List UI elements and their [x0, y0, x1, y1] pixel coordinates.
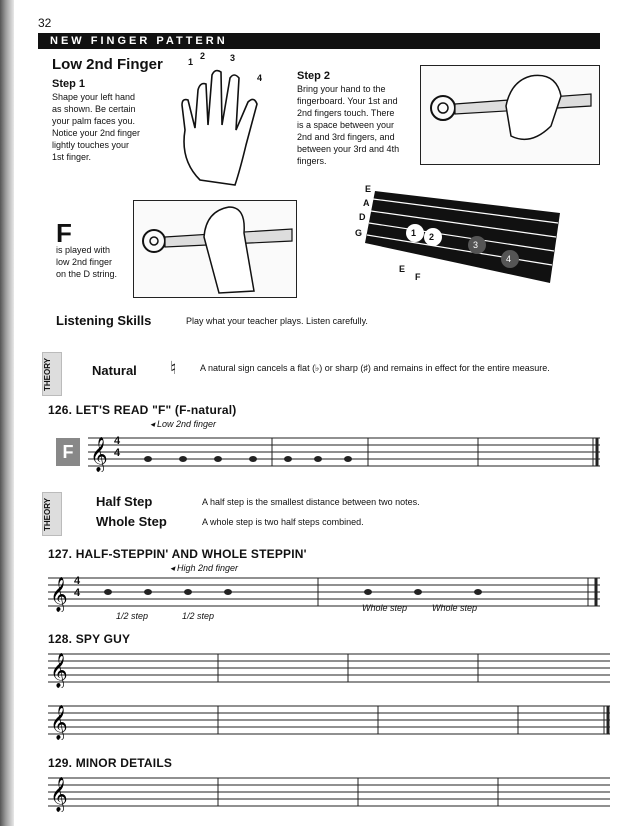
natural-sign: ♮ [170, 358, 177, 378]
violin-neck-illustration-step2 [420, 65, 600, 165]
half-step-text: A half step is the smallest distance between two notes. [202, 497, 420, 507]
staff-128-line1 [48, 648, 610, 688]
whole-step-label-2: Whole step [432, 603, 478, 613]
song-126-title: 126. LET'S READ "F" (F-natural) [48, 403, 237, 417]
step1-title: Step 1 [52, 78, 86, 90]
violin-scroll-icon [421, 66, 599, 164]
f-note-text: is played with low 2nd finger on the D string. [56, 245, 118, 279]
step2-title: Step 2 [297, 70, 331, 82]
listening-skills-text: Play what your teacher plays. Listen carefully. [186, 316, 368, 326]
listening-skills-title: Listening Skills [56, 313, 152, 328]
song-129-title: 129. MINOR DETAILS [48, 756, 173, 770]
svg-text:𝄞: 𝄞 [50, 653, 68, 688]
violin-neck-illustration-f [133, 200, 297, 298]
staff-127 [48, 572, 600, 612]
section-banner: NEW FINGER PATTERN [38, 33, 600, 49]
whole-step-label-1: Whole step [362, 603, 408, 613]
half-step-title: Half Step [96, 494, 153, 509]
theory-tab: THEORY [42, 352, 62, 396]
high-2nd-finger-annotation: ◂ High 2nd finger [170, 563, 239, 573]
low-2nd-finger-title: Low 2nd Finger [52, 56, 163, 73]
step2-text: Bring your hand to the fingerboard. Your 1st and 2nd fingers touch. There is a space between your 2nd and 3rd fingers, and between your 3rd and 4th fingers. [297, 84, 400, 166]
step1-text: Shape your left hand as shown. Be certain your palm faces you. Notice your 2nd finger lightly touches your 1st finger. [52, 92, 141, 162]
staff-128-line2 [48, 700, 610, 740]
whole-step-title: Whole Step [96, 514, 167, 529]
whole-step-text: A whole step is two half steps combined. [202, 517, 364, 527]
violin-hand-icon [134, 201, 296, 297]
page-number: 32 [38, 16, 52, 30]
f-note-box: F [56, 438, 80, 466]
half-step-label-1: 1/2 step [116, 611, 149, 621]
song-128-title: 128. SPY GUY [48, 632, 131, 646]
book-binding-shadow [0, 0, 14, 826]
svg-text:𝄞: 𝄞 [90, 437, 108, 472]
natural-text: A natural sign cancels a flat (♭) or sharp (♯) and remains in effect for the entire measure. [200, 363, 550, 373]
song-127-title: 127. HALF-STEPPIN' AND WHOLE STEPPIN' [48, 547, 307, 561]
staff-129 [48, 772, 610, 812]
hand-icon [160, 50, 290, 190]
staff-126 [88, 432, 600, 472]
svg-text:𝄞: 𝄞 [50, 705, 68, 740]
time-signature-127: 4 4 [74, 575, 81, 599]
half-step-label-2: 1/2 step [182, 611, 215, 621]
time-signature-126: 4 4 [114, 435, 121, 459]
fingerboard-diagram: E A D G 1 2 3 4 E F [355, 183, 565, 293]
svg-text:𝄞: 𝄞 [50, 777, 68, 812]
svg-text:𝄞: 𝄞 [50, 577, 68, 612]
low-2nd-finger-annotation: ◂ Low 2nd finger [150, 419, 217, 429]
f-letter: F [56, 218, 72, 248]
natural-title: Natural [92, 363, 137, 378]
theory-tab-2: THEORY [42, 492, 62, 536]
hand-illustration: 1 2 3 4 [160, 50, 290, 190]
